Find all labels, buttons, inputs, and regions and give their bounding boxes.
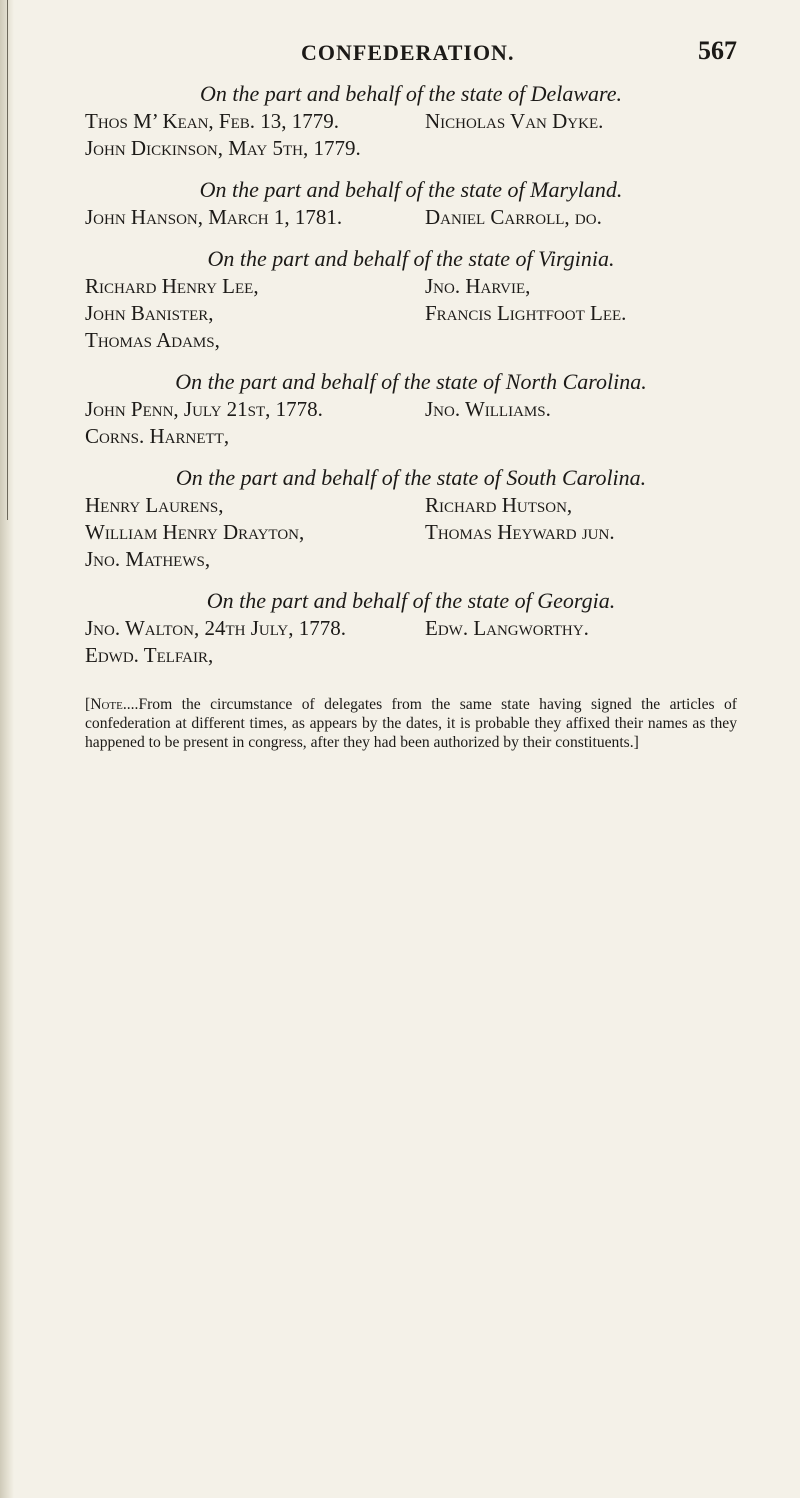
signature-right: Thomas Heyward jun. <box>425 520 615 544</box>
footnote <box>85 695 737 752</box>
signature-right <box>425 135 737 162</box>
footnote-label: [Note.... <box>85 696 139 713</box>
signature-left: Jno. Mathews, <box>85 547 211 571</box>
page-number: 567 <box>698 36 737 65</box>
signature-row <box>85 492 737 519</box>
signature-row <box>85 642 737 669</box>
signature-right: Daniel Carroll, do. <box>425 205 602 229</box>
signature-right: Edw. Langworthy. <box>425 616 589 640</box>
section-heading: On the part and behalf of the state of Delaware. <box>199 81 623 106</box>
signature-left: William Henry Drayton, <box>85 520 305 544</box>
signature-left: John Penn, July 21st, 1778. <box>85 397 323 421</box>
signature-left: John Hanson, March 1, 1781. <box>85 205 343 229</box>
running-head <box>85 36 737 80</box>
signature-row <box>85 327 737 354</box>
signature-row <box>85 135 737 162</box>
signature-left: Henry Laurens, <box>85 493 224 517</box>
section-maryland <box>85 176 737 231</box>
signature-right: Richard Hutson, <box>425 493 573 517</box>
signature-row <box>85 546 737 573</box>
signature-left: John Dickinson, May 5th, 1779. <box>85 136 361 160</box>
section-heading: On the part and behalf of the state of Maryland. <box>199 177 623 202</box>
signature-left: Edwd. Telfair, <box>85 643 214 667</box>
section-heading: On the part and behalf of the state of Virginia. <box>207 246 615 271</box>
signature-left: John Banister, <box>85 301 214 325</box>
signature-row <box>85 615 737 642</box>
signature-right: Jno. Williams. <box>425 397 551 421</box>
section-heading: On the part and behalf of the state of South Carolina. <box>175 465 647 490</box>
page-gutter-shadow <box>0 0 14 1498</box>
section-georgia <box>85 587 737 669</box>
signature-row <box>85 519 737 546</box>
binding-edge-line <box>7 0 8 520</box>
signature-left: Jno. Walton, 24th July, 1778. <box>85 616 346 640</box>
section-delaware <box>85 80 737 162</box>
signature-row <box>85 423 737 450</box>
section-heading: On the part and behalf of the state of North Carolina. <box>175 369 647 394</box>
signature-right: Francis Lightfoot Lee. <box>425 301 627 325</box>
signature-right <box>425 423 737 450</box>
signature-left: Thos M’ Kean, Feb. 13, 1779. <box>85 109 340 133</box>
signature-row <box>85 108 737 135</box>
signature-left: Thomas Adams, <box>85 328 220 352</box>
running-title: CONFEDERATION. <box>301 40 515 65</box>
signature-row <box>85 396 737 423</box>
footnote-text: From the circumstance of delegates from the same state having signed the articles of confederation at different times, as appears by the dates, it is probable they affixed their names as they happened to be present in congress, after they had been authorized by their constituents.] <box>85 696 737 751</box>
signature-right: Nicholas Van Dyke. <box>425 109 604 133</box>
signature-right: Jno. Harvie, <box>425 274 531 298</box>
section-virginia <box>85 245 737 354</box>
section-heading: On the part and behalf of the state of Georgia. <box>206 588 616 613</box>
section-north-carolina <box>85 368 737 450</box>
signature-right <box>425 546 737 573</box>
signature-row <box>85 300 737 327</box>
signature-right <box>425 327 737 354</box>
signature-right <box>425 642 737 669</box>
signature-left: Corns. Harnett, <box>85 424 230 448</box>
signature-row <box>85 273 737 300</box>
section-south-carolina <box>85 464 737 573</box>
signature-row <box>85 204 737 231</box>
signature-left: Richard Henry Lee, <box>85 274 259 298</box>
book-page <box>85 36 737 768</box>
